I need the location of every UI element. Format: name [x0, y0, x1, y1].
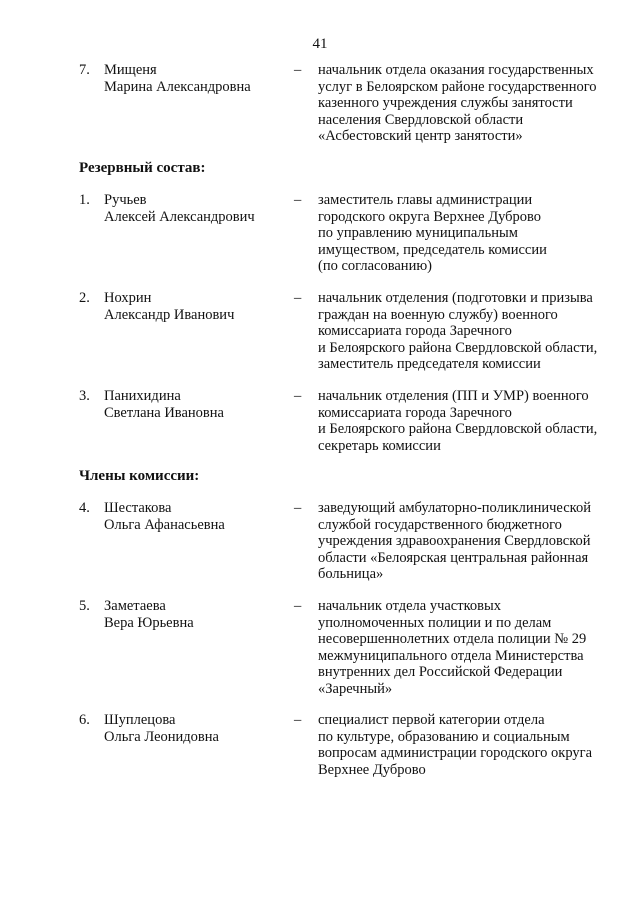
surname: Панихидина — [104, 388, 181, 404]
description-line: «Заречный» — [318, 680, 393, 697]
description-line: «Асбестовский центр занятости» — [318, 128, 523, 144]
description-line: секретарь комиссии — [318, 437, 441, 454]
dash: – — [294, 192, 302, 208]
given-names: Вера Юрьевна — [104, 614, 194, 631]
dash: – — [294, 62, 302, 78]
description-line: имуществом, председатель комиссии — [318, 241, 547, 258]
given-names: Ольга Леонидовна — [104, 728, 219, 745]
position-description — [318, 192, 618, 275]
person-name — [104, 192, 284, 225]
person-name — [104, 500, 284, 533]
description-line: межмуниципального отдела Министерства — [318, 647, 584, 664]
description-line: городского округа Верхнее Дуброво — [318, 208, 542, 225]
given-names: Алексей Александрович — [104, 208, 255, 225]
description-line: заведующий амбулаторно-поликлинической — [318, 500, 591, 516]
description-line: начальник отделения (ПП и УМР) военного — [318, 388, 589, 404]
given-names: Ольга Афанасьевна — [104, 516, 225, 533]
item-number: 5. — [79, 598, 90, 614]
surname: Заметаева — [104, 598, 166, 614]
description-line: граждан на военную службу) военного — [318, 306, 558, 323]
position-description — [318, 500, 618, 583]
description-line: службой государственного бюджетного — [318, 516, 562, 533]
item-number: 2. — [79, 290, 90, 306]
given-names: Марина Александровна — [104, 78, 251, 95]
section-heading-members: Члены комиссии: — [79, 468, 200, 484]
item-number: 4. — [79, 500, 90, 516]
given-names: Александр Иванович — [104, 306, 235, 323]
person-name — [104, 598, 284, 631]
item-number: 1. — [79, 192, 90, 208]
surname: Нохрин — [104, 290, 152, 306]
item-number: 7. — [79, 62, 90, 78]
description-line: (по согласованию) — [318, 258, 432, 274]
surname: Шестакова — [104, 500, 172, 516]
description-line: заместитель председателя комиссии — [318, 356, 541, 372]
dash: – — [294, 712, 302, 728]
description-line: уполномоченных полиции и по делам — [318, 614, 552, 631]
position-description — [318, 598, 618, 697]
position-description — [318, 290, 618, 373]
description-line: начальник отдела участковых — [318, 598, 501, 614]
description-line: учреждения здравоохранения Свердловской — [318, 533, 591, 549]
description-line: и Белоярского района Свердловской области, — [318, 421, 598, 437]
description-line: несовершеннолетних отдела полиции № 29 — [318, 631, 587, 647]
given-names: Светлана Ивановна — [104, 404, 224, 421]
description-line: услуг в Белоярском районе государственного — [318, 78, 597, 95]
description-line: казенного учреждения службы занятости — [318, 95, 573, 111]
section-heading-reserve: Резервный состав: — [79, 160, 206, 176]
dash: – — [294, 598, 302, 614]
description-line: комиссариата города Заречного — [318, 404, 512, 421]
description-line: области «Белоярская центральная районная — [318, 549, 589, 566]
person-name — [104, 62, 284, 95]
description-line: внутренних дел Российской Федерации — [318, 664, 563, 680]
description-line: специалист первой категории отдела — [318, 712, 545, 728]
position-description — [318, 62, 618, 145]
description-line: комиссариата города Заречного — [318, 323, 512, 339]
description-line: по управлению муниципальным — [318, 225, 518, 241]
surname: Ручьев — [104, 192, 147, 208]
person-name — [104, 290, 284, 323]
dash: – — [294, 388, 302, 404]
page-number: 41 — [312, 36, 328, 52]
description-line: и Белоярского района Свердловской области, — [318, 339, 598, 356]
surname: Шуплецова — [104, 712, 176, 728]
person-name — [104, 712, 284, 745]
position-description — [318, 712, 618, 778]
description-line: Верхнее Дуброво — [318, 761, 426, 778]
dash: – — [294, 290, 302, 306]
description-line: по культуре, образованию и социальным — [318, 728, 570, 745]
description-line: начальник отделения (подготовки и призыва — [318, 290, 593, 306]
description-line: вопросам администрации городского округа — [318, 745, 593, 761]
dash: – — [294, 500, 302, 516]
description-line: населения Свердловской области — [318, 111, 524, 128]
item-number: 6. — [79, 712, 90, 728]
item-number: 3. — [79, 388, 90, 404]
position-description — [318, 388, 618, 454]
surname: Мищеня — [104, 62, 157, 78]
description-line: начальник отдела оказания государственных — [318, 62, 594, 78]
person-name — [104, 388, 284, 421]
description-line: заместитель главы администрации — [318, 192, 533, 208]
description-line: больница» — [318, 566, 384, 582]
